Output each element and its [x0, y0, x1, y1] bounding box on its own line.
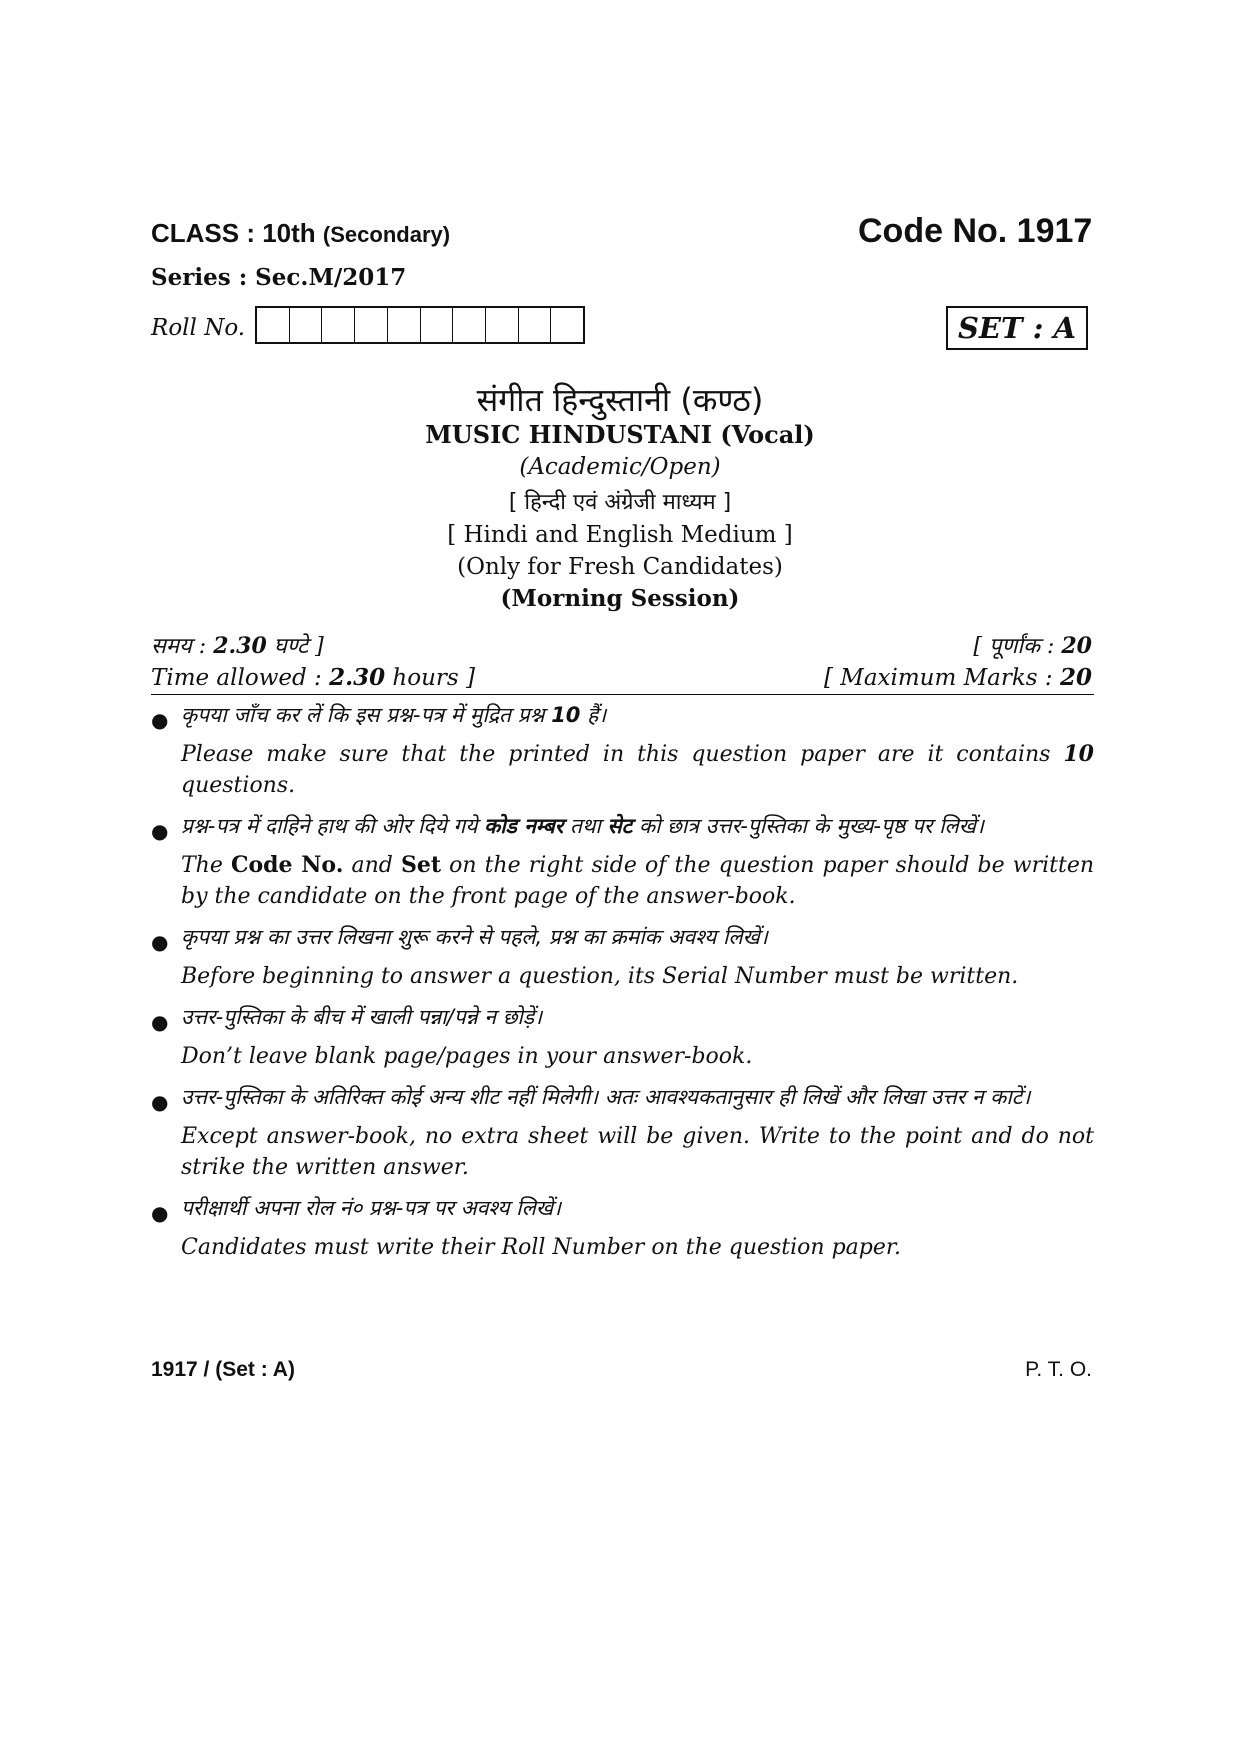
instruction-item — [151, 922, 1094, 992]
instruction-english — [181, 739, 1094, 801]
roll-digit-cell[interactable] — [486, 308, 519, 342]
set-badge: SET : A — [946, 306, 1088, 350]
header-divider — [151, 694, 1094, 695]
medium-hindi: [ हिन्दी एवं अंग्रेजी माध्यम ] — [508, 490, 732, 515]
roll-digit-cell[interactable] — [355, 308, 388, 342]
i2-hi-code: कोड नम्बर — [484, 814, 564, 838]
series-label: Series : Sec.M/2017 — [151, 264, 407, 291]
roll-number-boxes[interactable] — [255, 306, 585, 344]
title-english: MUSIC HINDUSTANI (Vocal) — [425, 420, 815, 449]
i2-hi-c: को छात्र उत्तर-पुस्तिका के मुख्य-पृष्ठ पर लिखें। — [632, 814, 984, 838]
time-en-suffix: hours ] — [385, 665, 475, 691]
i2-en-code: Code No. — [230, 852, 344, 878]
bullet-icon: ● — [151, 708, 169, 732]
bullet-icon: ● — [151, 1090, 169, 1114]
instruction-english: Candidates must write their Roll Number on the question paper. — [181, 1235, 901, 1260]
max-marks-english — [824, 664, 1092, 691]
max-marks-hindi — [973, 630, 1092, 660]
roll-digit-cell[interactable] — [388, 308, 421, 342]
marks-en-prefix: [ Maximum Marks : — [823, 665, 1060, 691]
title-hindi: संगीत हिन्दुस्तानी (कण्ठ) — [476, 381, 764, 419]
i1-en-b: questions. — [181, 773, 296, 798]
fresh-candidates: (Only for Fresh Candidates) — [457, 554, 783, 580]
footer-pto: P. T. O. — [1025, 1358, 1092, 1381]
roll-digit-cell[interactable] — [519, 308, 552, 342]
i2-en-b: and — [343, 853, 401, 878]
roll-number-label: Roll No. — [151, 315, 246, 341]
roll-digit-cell[interactable] — [290, 308, 323, 342]
instructions-list — [151, 700, 1094, 1273]
roll-digit-cell[interactable] — [421, 308, 454, 342]
bullet-icon: ● — [151, 819, 169, 843]
instruction-item — [151, 1193, 1094, 1263]
instruction-hindi — [181, 700, 1094, 731]
instruction-english: Except answer-book, no extra sheet will be given. Write to the point and do not strike the written answer. — [181, 1124, 1094, 1180]
roll-digit-cell[interactable] — [257, 308, 290, 342]
instruction-item — [151, 1082, 1094, 1183]
instruction-item — [151, 1002, 1094, 1072]
i1-hi-b: हैं। — [580, 703, 607, 727]
session-label: (Morning Session) — [500, 585, 740, 612]
time-hi-suffix: घण्टे ] — [266, 634, 324, 659]
time-allowed-english — [151, 664, 475, 691]
instruction-hindi — [181, 811, 1094, 842]
class-text: CLASS : 10th — [151, 218, 316, 248]
bullet-icon: ● — [151, 930, 169, 954]
instruction-item — [151, 811, 1094, 912]
marks-hi-value: 20 — [1061, 633, 1092, 659]
instruction-hindi: उत्तर-पुस्तिका के बीच में खाली पन्ना/पन्ने न छोड़ें। — [181, 1005, 543, 1029]
code-number: Code No. 1917 — [858, 212, 1093, 250]
instruction-hindi: कृपया प्रश्न का उत्तर लिखना शुरू करने से पहले, प्रश्न का क्रमांक अवश्य लिखें। — [181, 925, 768, 949]
time-allowed-hindi — [151, 630, 324, 660]
marks-hi-prefix: [ पूर्णांक : — [973, 634, 1062, 659]
instruction-item — [151, 700, 1094, 801]
i2-hi-set: सेट — [607, 814, 633, 838]
time-hi-value: 2.30 — [213, 633, 267, 659]
marks-en-value: 20 — [1059, 664, 1092, 691]
i2-en-c: on the right side of the question paper should be written by the candidate on the front page of the answer-book. — [181, 853, 1095, 909]
i1-en-num: 10 — [1063, 741, 1094, 767]
class-label — [151, 218, 450, 249]
roll-digit-cell[interactable] — [453, 308, 486, 342]
i2-en-set: Set — [400, 852, 441, 878]
instruction-hindi: उत्तर-पुस्तिका के अतिरिक्त कोई अन्य शीट नहीं मिलेगी। अतः आवश्यकतानुसार ही लिखें और लिखा उत्तर न काटें। — [181, 1085, 1031, 1109]
time-en-prefix: Time allowed : — [151, 665, 330, 691]
bullet-icon: ● — [151, 1201, 169, 1225]
i2-en-a: The — [181, 853, 231, 878]
i1-hi-num: 10 — [551, 703, 581, 727]
time-hi-prefix: समय : — [151, 634, 214, 659]
i1-hi-a: कृपया जाँच कर लें कि इस प्रश्न-पत्र में मुद्रित प्रश्न — [181, 703, 552, 727]
time-en-value: 2.30 — [329, 664, 386, 691]
academic-open: (Academic/Open) — [519, 454, 721, 480]
instruction-english: Don’t leave blank page/pages in your answer-book. — [181, 1044, 753, 1069]
class-sub: (Secondary) — [322, 222, 451, 247]
medium-english: [ Hindi and English Medium ] — [447, 522, 793, 548]
instruction-english — [181, 850, 1094, 912]
instruction-english: Before beginning to answer a question, its Serial Number must be written. — [181, 964, 1019, 989]
bullet-icon: ● — [151, 1010, 169, 1034]
i1-en-a: Please make sure that the printed in this question paper are it contains — [181, 742, 1064, 767]
roll-digit-cell[interactable] — [551, 308, 583, 342]
instruction-hindi: परीक्षार्थी अपना रोल नं० प्रश्न-पत्र पर अवश्य लिखें। — [181, 1196, 561, 1220]
i2-hi-a: प्रश्न-पत्र में दाहिने हाथ की ओर दिये गये — [181, 814, 485, 838]
i2-hi-b: तथा — [563, 814, 608, 838]
roll-digit-cell[interactable] — [322, 308, 355, 342]
footer-code-set: 1917 / (Set : A) — [151, 1358, 295, 1381]
